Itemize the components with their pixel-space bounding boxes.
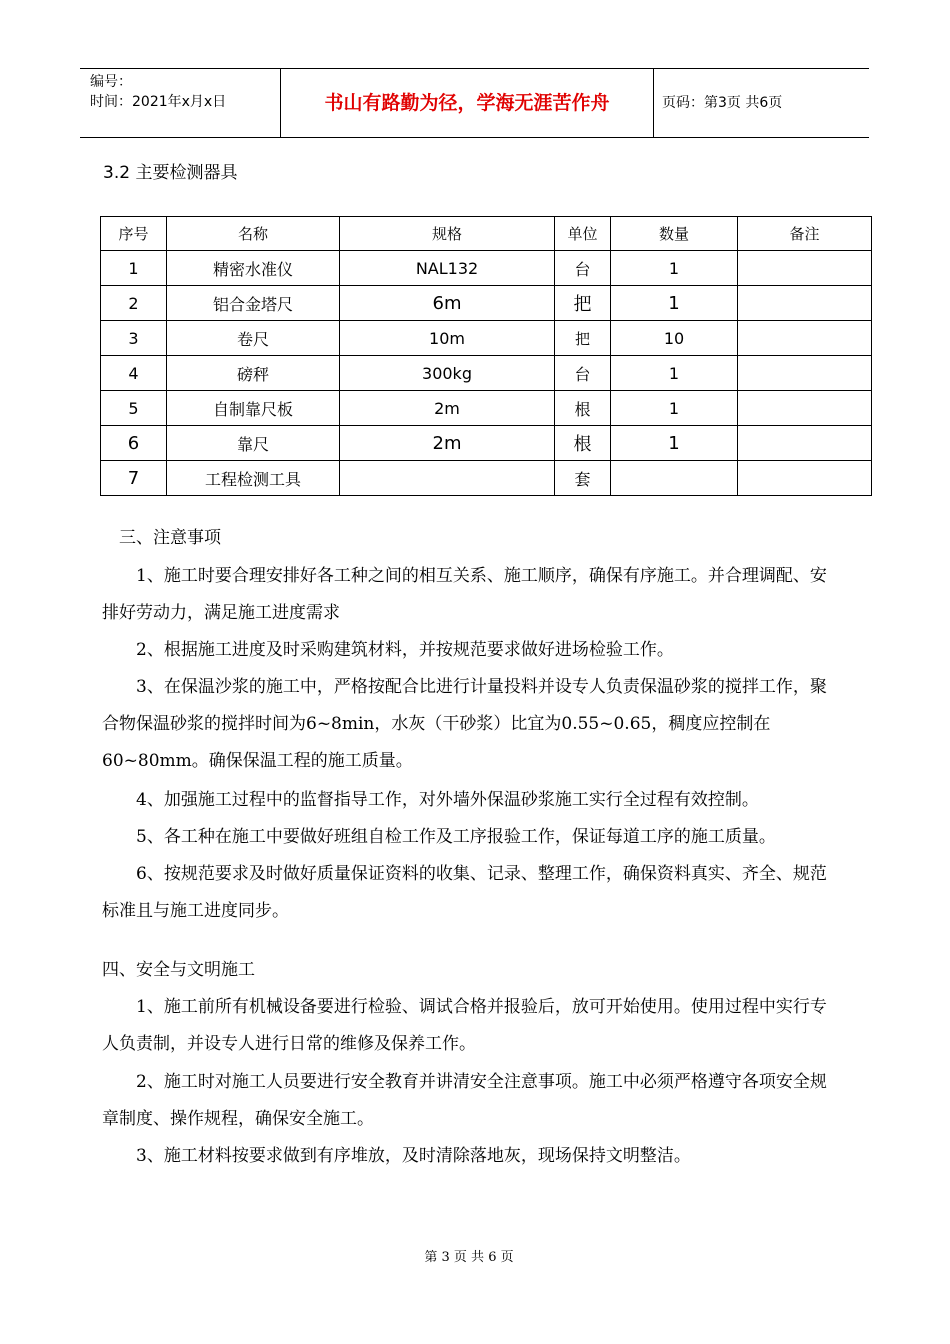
cell-remark (738, 286, 872, 321)
table-row (101, 426, 872, 461)
table-row (101, 321, 872, 356)
cell-unit: 根 (555, 391, 611, 426)
page-header (80, 68, 869, 138)
cell-unit: 套 (555, 461, 611, 496)
doc-time-label: 时间：2021年x月x日 (90, 94, 227, 110)
cell-quantity: 1 (611, 356, 738, 391)
notes-item: 6、按规范要求及时做好质量保证资料的收集、记录、整理工作，确保资料真实、齐全、规范标准且与施工进度同步。 (102, 864, 827, 921)
cell-spec: 10m (340, 321, 555, 356)
header-cell-index: 序号 (101, 217, 167, 251)
cell-unit: 台 (555, 251, 611, 286)
header-cell-unit: 单位 (555, 217, 611, 251)
cell-remark (738, 461, 872, 496)
doc-number-label: 编号： (90, 74, 132, 90)
table-row (101, 391, 872, 426)
cell-name: 铝合金塔尺 (167, 286, 340, 321)
cell-index: 3 (101, 321, 167, 356)
notes-item: 3、在保温沙浆的施工中，严格按配合比进行计量投料并设专人负责保温砂浆的搅拌工作，聚合物保温砂浆的搅拌时间为6~8min，水灰（干砂浆）比宜为0.55~0.65，稠度应控制在60~80mm。确保保温工程的施工质量。 (102, 677, 827, 771)
cell-spec: 2m (340, 391, 555, 426)
cell-unit: 把 (555, 321, 611, 356)
cell-quantity: 1 (611, 286, 738, 321)
section-heading-safety: 四、安全与文明施工 (102, 960, 255, 980)
notes-item: 5、各工种在施工中要做好班组自检工作及工序报验工作，保证每道工序的施工质量。 (136, 827, 776, 847)
cell-index: 5 (101, 391, 167, 426)
cell-index: 7 (101, 461, 167, 496)
cell-name: 卷尺 (167, 321, 340, 356)
cell-unit: 把 (555, 286, 611, 321)
cell-spec: 2m (340, 426, 555, 461)
cell-remark (738, 391, 872, 426)
cell-name: 靠尺 (167, 426, 340, 461)
cell-spec: 6m (340, 286, 555, 321)
safety-item: 1、施工前所有机械设备要进行检验、调试合格并报验后，放可开始使用。使用过程中实行专人负责制，并设专人进行日常的维修及保养工作。 (102, 997, 827, 1054)
table-row (101, 461, 872, 496)
cell-remark (738, 251, 872, 286)
table-row (101, 356, 872, 391)
cell-name: 磅秤 (167, 356, 340, 391)
page-footer (0, 1246, 950, 1265)
cell-unit: 根 (555, 426, 611, 461)
header-cell-remark: 备注 (738, 217, 872, 251)
safety-item: 2、施工时对施工人员要进行安全教育并讲清安全注意事项。施工中必须严格遵守各项安全规章制度、操作规程，确保安全施工。 (102, 1072, 827, 1129)
header-page-info: 页码：第3页 共6页 (662, 95, 783, 111)
cell-index: 6 (101, 426, 167, 461)
cell-quantity: 1 (611, 426, 738, 461)
footer-page-number: 第 3 页 共 6 页 (424, 1250, 514, 1265)
cell-index: 4 (101, 356, 167, 391)
header-cell-name: 名称 (167, 217, 340, 251)
cell-index: 1 (101, 251, 167, 286)
cell-quantity: 10 (611, 321, 738, 356)
cell-spec (340, 461, 555, 496)
table-row (101, 286, 872, 321)
header-cell-spec: 规格 (340, 217, 555, 251)
cell-name: 工程检测工具 (167, 461, 340, 496)
safety-item: 3、施工材料按要求做到有序堆放，及时清除落地灰，现场保持文明整洁。 (136, 1146, 691, 1166)
cell-quantity (611, 461, 738, 496)
cell-spec: 300kg (340, 356, 555, 391)
header-cell-quantity: 数量 (611, 217, 738, 251)
cell-remark (738, 356, 872, 391)
notes-item: 2、根据施工进度及时采购建筑材料，并按规范要求做好进场检验工作。 (136, 640, 674, 660)
header-meta (80, 69, 280, 137)
cell-remark (738, 426, 872, 461)
cell-index: 2 (101, 286, 167, 321)
cell-name: 自制靠尺板 (167, 391, 340, 426)
header-motto: 书山有路勤为径，学海无涯苦作舟 (280, 69, 654, 137)
cell-quantity: 1 (611, 391, 738, 426)
section-heading-notes: 三、注意事项 (119, 528, 221, 548)
cell-unit: 台 (555, 356, 611, 391)
notes-item: 1、施工时要合理安排好各工种之间的相互关系、施工顺序，确保有序施工。并合理调配、安排好劳动力，满足施工进度需求 (102, 566, 827, 623)
cell-remark (738, 321, 872, 356)
cell-quantity: 1 (611, 251, 738, 286)
notes-item: 4、加强施工过程中的监督指导工作，对外墙外保温砂浆施工实行全过程有效控制。 (136, 790, 759, 810)
table-row (101, 251, 872, 286)
table-header-row (101, 217, 872, 251)
cell-name: 精密水准仪 (167, 251, 340, 286)
section-heading-equipment: 3.2 主要检测器具 (103, 163, 238, 183)
equipment-table (100, 216, 872, 496)
cell-spec: NAL132 (340, 251, 555, 286)
